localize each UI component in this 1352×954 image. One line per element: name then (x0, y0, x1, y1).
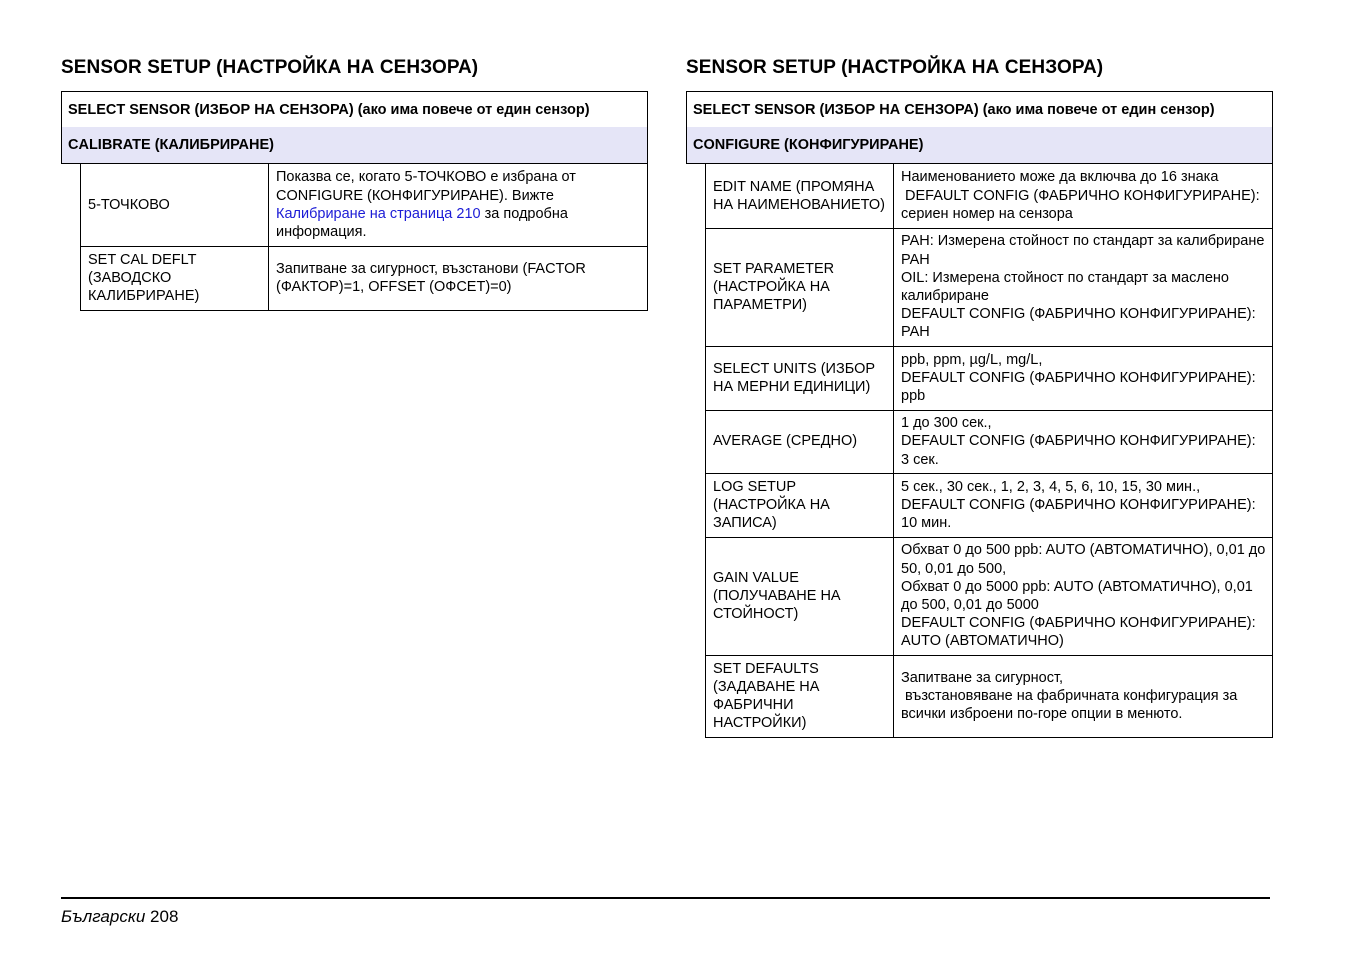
description-line: DEFAULT CONFIG (ФАБРИЧНО КОНФИГУРИРАНЕ): 10 мин. (901, 496, 1260, 532)
description-line: Наименованието може да включва до 16 знака (901, 169, 1219, 186)
description-text: за подробна информация. (276, 205, 568, 240)
option-description-cell: Запитване за сигурност, възстанови (FACTOR (ФАКТОР)=1, OFFSET (ОФСЕТ)=0) (269, 246, 648, 310)
option-name-cell: LOG SETUP (НАСТРОЙКА НА ЗАПИСА) (706, 473, 894, 537)
description-line: Запитване за сигурност, (901, 669, 1064, 686)
table-row (706, 164, 1273, 228)
description-line: DEFAULT CONFIG (ФАБРИЧНО КОНФИГУРИРАНЕ): PAH (901, 306, 1260, 341)
option-description-cell (894, 410, 1273, 473)
option-description-cell (894, 537, 1273, 655)
option-description-cell (894, 164, 1273, 228)
description-line: Обхват 0 до 5000 ppb: AUTO (АВТОМАТИЧНО), 0,01 до 500, 0,01 до 5000 (901, 578, 1257, 613)
description-line: DEFAULT CONFIG (ФАБРИЧНО КОНФИГУРИРАНЕ): AUTO (АВТОМАТИЧНО) (901, 615, 1259, 650)
footer-page-number: 208 (150, 907, 179, 926)
left-section-title: SENSOR SETUP (НАСТРОЙКА НА СЕНЗОРА) (61, 57, 479, 78)
option-description-cell (894, 655, 1273, 737)
description-line: 5 сек., 30 сек., 1, 2, 3, 4, 5, 6, 10, 15, 30 мин., (901, 478, 1201, 495)
right-section-title: SENSOR SETUP (НАСТРОЙКА НА СЕНЗОРА) (686, 57, 1104, 78)
option-description-cell (894, 346, 1273, 410)
option-name-cell: SET CAL DEFLT (ЗАВОДСКО КАЛИБРИРАНЕ) (81, 246, 269, 310)
table-row (706, 655, 1273, 737)
description-text: Показва се, когато 5-ТОЧКОВО е избрана от CONFIGURE (КОНФИГУРИРАНЕ). Вижте (276, 169, 576, 204)
description-line: DEFAULT CONFIG (ФАБРИЧНО КОНФИГУРИРАНЕ): сериен номер на сензора (901, 187, 1264, 222)
left-calibrate-row: CALIBRATE (КАЛИБРИРАНЕ) (61, 127, 648, 164)
description-line: ppb, ppm, µg/L, mg/L, (901, 351, 1043, 368)
description-line: възстановяване на фабричната конфигурация за всички изброени по-горе опции в менюто. (901, 687, 1242, 723)
footer-language: Български (61, 907, 146, 926)
right-select-sensor-row: SELECT SENSOR (ИЗБОР НА СЕНЗОРА) (ако има повече от един сензор) (686, 91, 1273, 128)
option-description-cell (894, 228, 1273, 346)
page-footer (61, 907, 178, 927)
table-row (81, 246, 648, 310)
right-options-table (705, 164, 1273, 738)
table-row (706, 410, 1273, 473)
option-description-cell (894, 473, 1273, 537)
option-name-cell: EDIT NAME (ПРОМЯНА НА НАИМЕНОВАНИЕТО) (706, 164, 894, 228)
table-row (706, 537, 1273, 655)
description-line: DEFAULT CONFIG (ФАБРИЧНО КОНФИГУРИРАНЕ): ppb (901, 369, 1260, 405)
option-name-cell: SELECT UNITS (ИЗБОР НА МЕРНИ ЕДИНИЦИ) (706, 346, 894, 410)
option-description-cell (269, 164, 648, 246)
calibration-page-link[interactable]: Калибриране на страница 210 (276, 205, 481, 222)
left-options-table (80, 164, 648, 311)
option-name-cell: AVERAGE (СРЕДНО) (706, 410, 894, 473)
description-line: DEFAULT CONFIG (ФАБРИЧНО КОНФИГУРИРАНЕ): 3 сек. (901, 433, 1260, 468)
footer-rule (61, 897, 1270, 899)
right-configure-row: CONFIGURE (КОНФИГУРИРАНЕ) (686, 127, 1273, 164)
left-select-sensor-row: SELECT SENSOR (ИЗБОР НА СЕНЗОРА) (ако има повече от един сензор) (61, 91, 648, 128)
option-name-cell: 5-ТОЧКОВО (81, 164, 269, 246)
table-row (706, 228, 1273, 346)
option-name-cell: SET DEFAULTS (ЗАДАВАНЕ НА ФАБРИЧНИ НАСТРОЙКИ) (706, 655, 894, 737)
option-name-cell: SET PARAMETER (НАСТРОЙКА НА ПАРАМЕТРИ) (706, 228, 894, 346)
table-row (706, 473, 1273, 537)
description-line: Обхват 0 до 500 ppb: AUTO (АВТОМАТИЧНО), 0,01 до 50, 0,01 до 500, (901, 542, 1270, 577)
table-row (81, 164, 648, 246)
option-name-cell: GAIN VALUE (ПОЛУЧАВАНЕ НА СТОЙНОСТ) (706, 537, 894, 655)
table-row (706, 346, 1273, 410)
description-line: 1 до 300 сек., (901, 415, 992, 432)
description-line: OIL: Измерена стойност по стандарт за маслено калибриране (901, 269, 1233, 304)
description-line: PAH: Измерена стойност по стандарт за калибриране PAH (901, 233, 1269, 268)
